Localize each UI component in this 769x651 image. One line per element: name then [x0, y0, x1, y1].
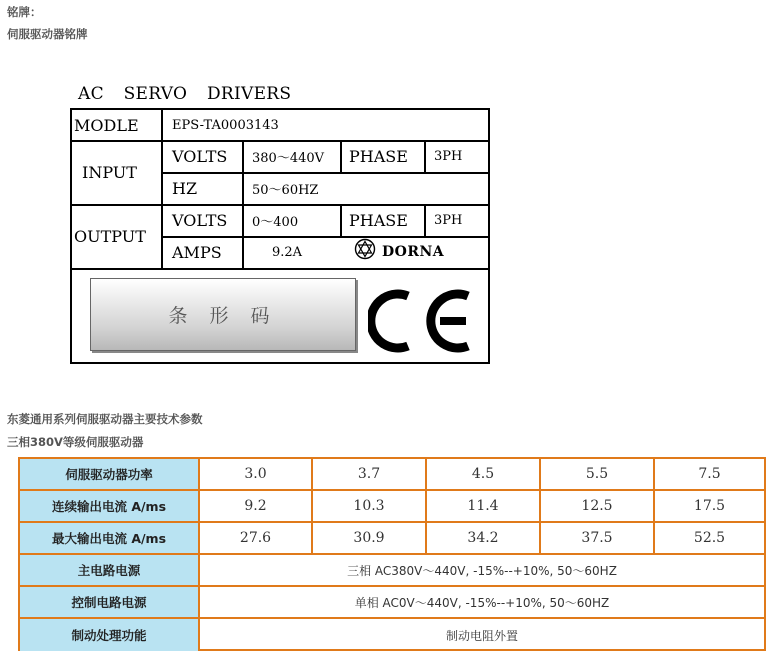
- max-current-value: 37.5: [541, 523, 655, 555]
- main-power-value: 三相 AC380V～440V, -15%--+10%, 50～60HZ: [200, 555, 764, 587]
- model-label: MODLE: [74, 115, 139, 135]
- table-row: [20, 555, 764, 587]
- power-label: 伺服驱动器功率: [20, 459, 200, 491]
- input-label: INPUT: [82, 162, 137, 182]
- input-volts-value: 380～440V: [252, 150, 325, 166]
- ctrl-power-value: 单相 AC0V～440V, -15%--+10%, 50～60HZ: [200, 587, 764, 619]
- dorna-logo-icon: [354, 238, 376, 264]
- amps-value: 9.2A: [272, 244, 303, 260]
- table-row: [20, 587, 764, 619]
- nameplate-label: 铭牌：: [7, 5, 42, 19]
- spec-subheading: 三相380V等级伺服驱动器: [7, 435, 144, 449]
- power-value: 3.0: [200, 459, 313, 491]
- power-value: 5.5: [541, 459, 655, 491]
- cont-current-label: 连续输出电流 A/ms: [20, 491, 200, 523]
- plate-line: [161, 110, 163, 268]
- plate-line: [340, 140, 342, 172]
- hz-value: 50～60HZ: [252, 182, 319, 198]
- table-row: [20, 619, 764, 651]
- brake-value: 制动电阻外置: [445, 628, 518, 643]
- main-power-label: 主电路电源: [20, 555, 200, 587]
- amps-label: AMPS: [172, 242, 222, 262]
- max-current-value: 27.6: [200, 523, 313, 555]
- max-current-value: 52.5: [655, 523, 764, 555]
- spec-heading: 东菱通用系列伺服驱动器主要技术参数: [7, 412, 203, 426]
- plate-title: AC SERVO DRIVERS: [78, 84, 292, 104]
- spec-table: [18, 457, 766, 651]
- table-row: [20, 459, 764, 491]
- output-phase-label: PHASE: [349, 210, 408, 230]
- nameplate: [70, 108, 490, 364]
- plate-line: [72, 268, 488, 270]
- output-phase-value: 3PH: [434, 212, 463, 228]
- input-phase-value: 3PH: [434, 148, 463, 164]
- cont-current-value: 17.5: [655, 491, 764, 523]
- barcode-placeholder: 条 形 码: [90, 278, 356, 351]
- output-volts-label: VOLTS: [172, 210, 228, 230]
- nameplate-heading: 伺服驱动器铭牌: [7, 27, 88, 41]
- max-current-value: 30.9: [313, 523, 427, 555]
- cont-current-value: 12.5: [541, 491, 655, 523]
- power-value: 4.5: [427, 459, 541, 491]
- max-current-value: 34.2: [427, 523, 541, 555]
- cont-current-value: 9.2: [200, 491, 313, 523]
- output-label: OUTPUT: [74, 226, 146, 246]
- brand-name: DORNA: [382, 244, 445, 260]
- ce-mark-icon: [368, 286, 474, 360]
- plate-line: [162, 172, 488, 174]
- max-current-label: 最大输出电流 A/ms: [20, 523, 200, 555]
- plate-line: [242, 140, 244, 268]
- input-volts-label: VOLTS: [172, 146, 228, 166]
- model-value: EPS-TA0003143: [172, 117, 279, 133]
- hz-label: HZ: [172, 178, 198, 198]
- plate-line: [424, 140, 426, 172]
- output-volts-value: 0～400: [252, 214, 299, 230]
- ctrl-power-label: 控制电路电源: [20, 587, 200, 619]
- input-phase-label: PHASE: [349, 146, 408, 166]
- power-value: 3.7: [313, 459, 427, 491]
- cont-current-value: 10.3: [313, 491, 427, 523]
- plate-line: [424, 204, 426, 236]
- table-row: [20, 491, 764, 523]
- brake-label: 制动处理功能: [20, 619, 200, 651]
- table-row: [20, 523, 764, 555]
- plate-line: [340, 204, 342, 236]
- power-value: 7.5: [655, 459, 764, 491]
- cont-current-value: 11.4: [427, 491, 541, 523]
